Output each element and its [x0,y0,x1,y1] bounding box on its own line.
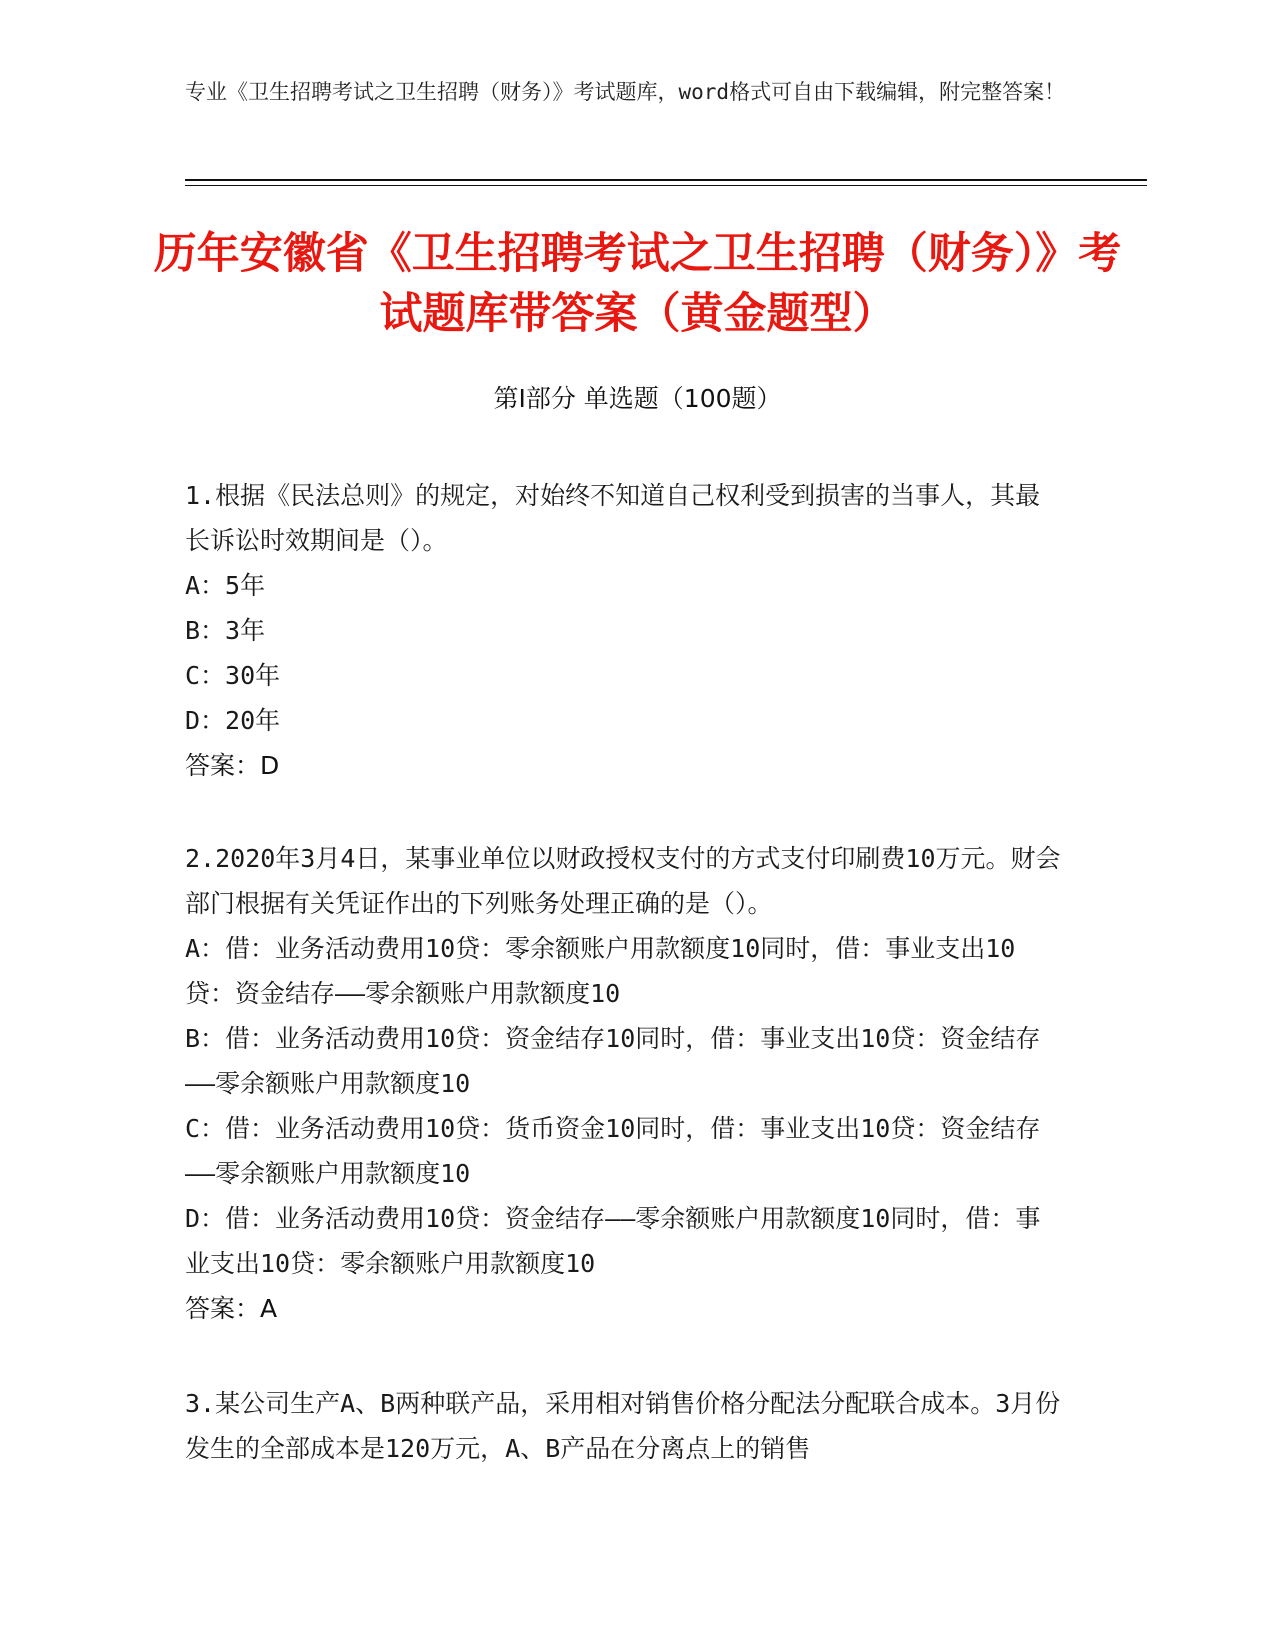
question-block [185,1381,1065,1471]
header-divider-thin [185,185,1147,186]
option-c: C：30年 [185,661,281,690]
section-heading: 第I部分 单选题（100题） [493,384,782,413]
question-block [185,836,1065,1331]
header-note: 专业《卫生招聘考试之卫生招聘（财务）》考试题库，word格式可自由下载编辑，附完整答案！ [185,80,1066,104]
question-stem: 2.2020年3月4日，某事业单位以财政授权支付的方式支付印刷费10万元。财会部门根据有关凭证作出的下列账务处理正确的是（）。 [185,844,1061,918]
document-title: 历年安徽省《卫生招聘考试之卫生招聘（财务）》考试题库带答案（黄金题型） [153,229,1122,339]
question-stem: 1.根据《民法总则》的规定，对始终不知道自己权利受到损害的当事人，其最长诉讼时效期间是（）。 [185,481,1041,555]
option-b: B：借：业务活动费用10贷：资金结存10同时，借：事业支出10贷：资金结存——零余额账户用款额度10 [185,1024,1041,1098]
answer-line: 答案：A [185,1294,278,1323]
question-stem: 3.某公司生产A、B两种联产品，采用相对销售价格分配法分配联合成本。3月份发生的全部成本是120万元，A、B产品在分离点上的销售 [185,1389,1061,1463]
header-divider-thick [185,179,1147,181]
option-c: C：借：业务活动费用10贷：货币资金10同时，借：事业支出10贷：资金结存——零余额账户用款额度10 [185,1114,1041,1188]
option-d: D：20年 [185,706,281,735]
option-b: B：3年 [185,616,266,645]
question-block [185,473,1065,788]
option-d: D：借：业务活动费用10贷：资金结存——零余额账户用款额度10同时，借：事业支出10贷：零余额账户用款额度10 [185,1204,1041,1278]
option-a: A：借：业务活动费用10贷：零余额账户用款额度10同时，借：事业支出10贷：资金结存——零余额账户用款额度10 [185,934,1016,1008]
option-a: A：5年 [185,571,266,600]
answer-line: 答案：D [185,751,280,780]
